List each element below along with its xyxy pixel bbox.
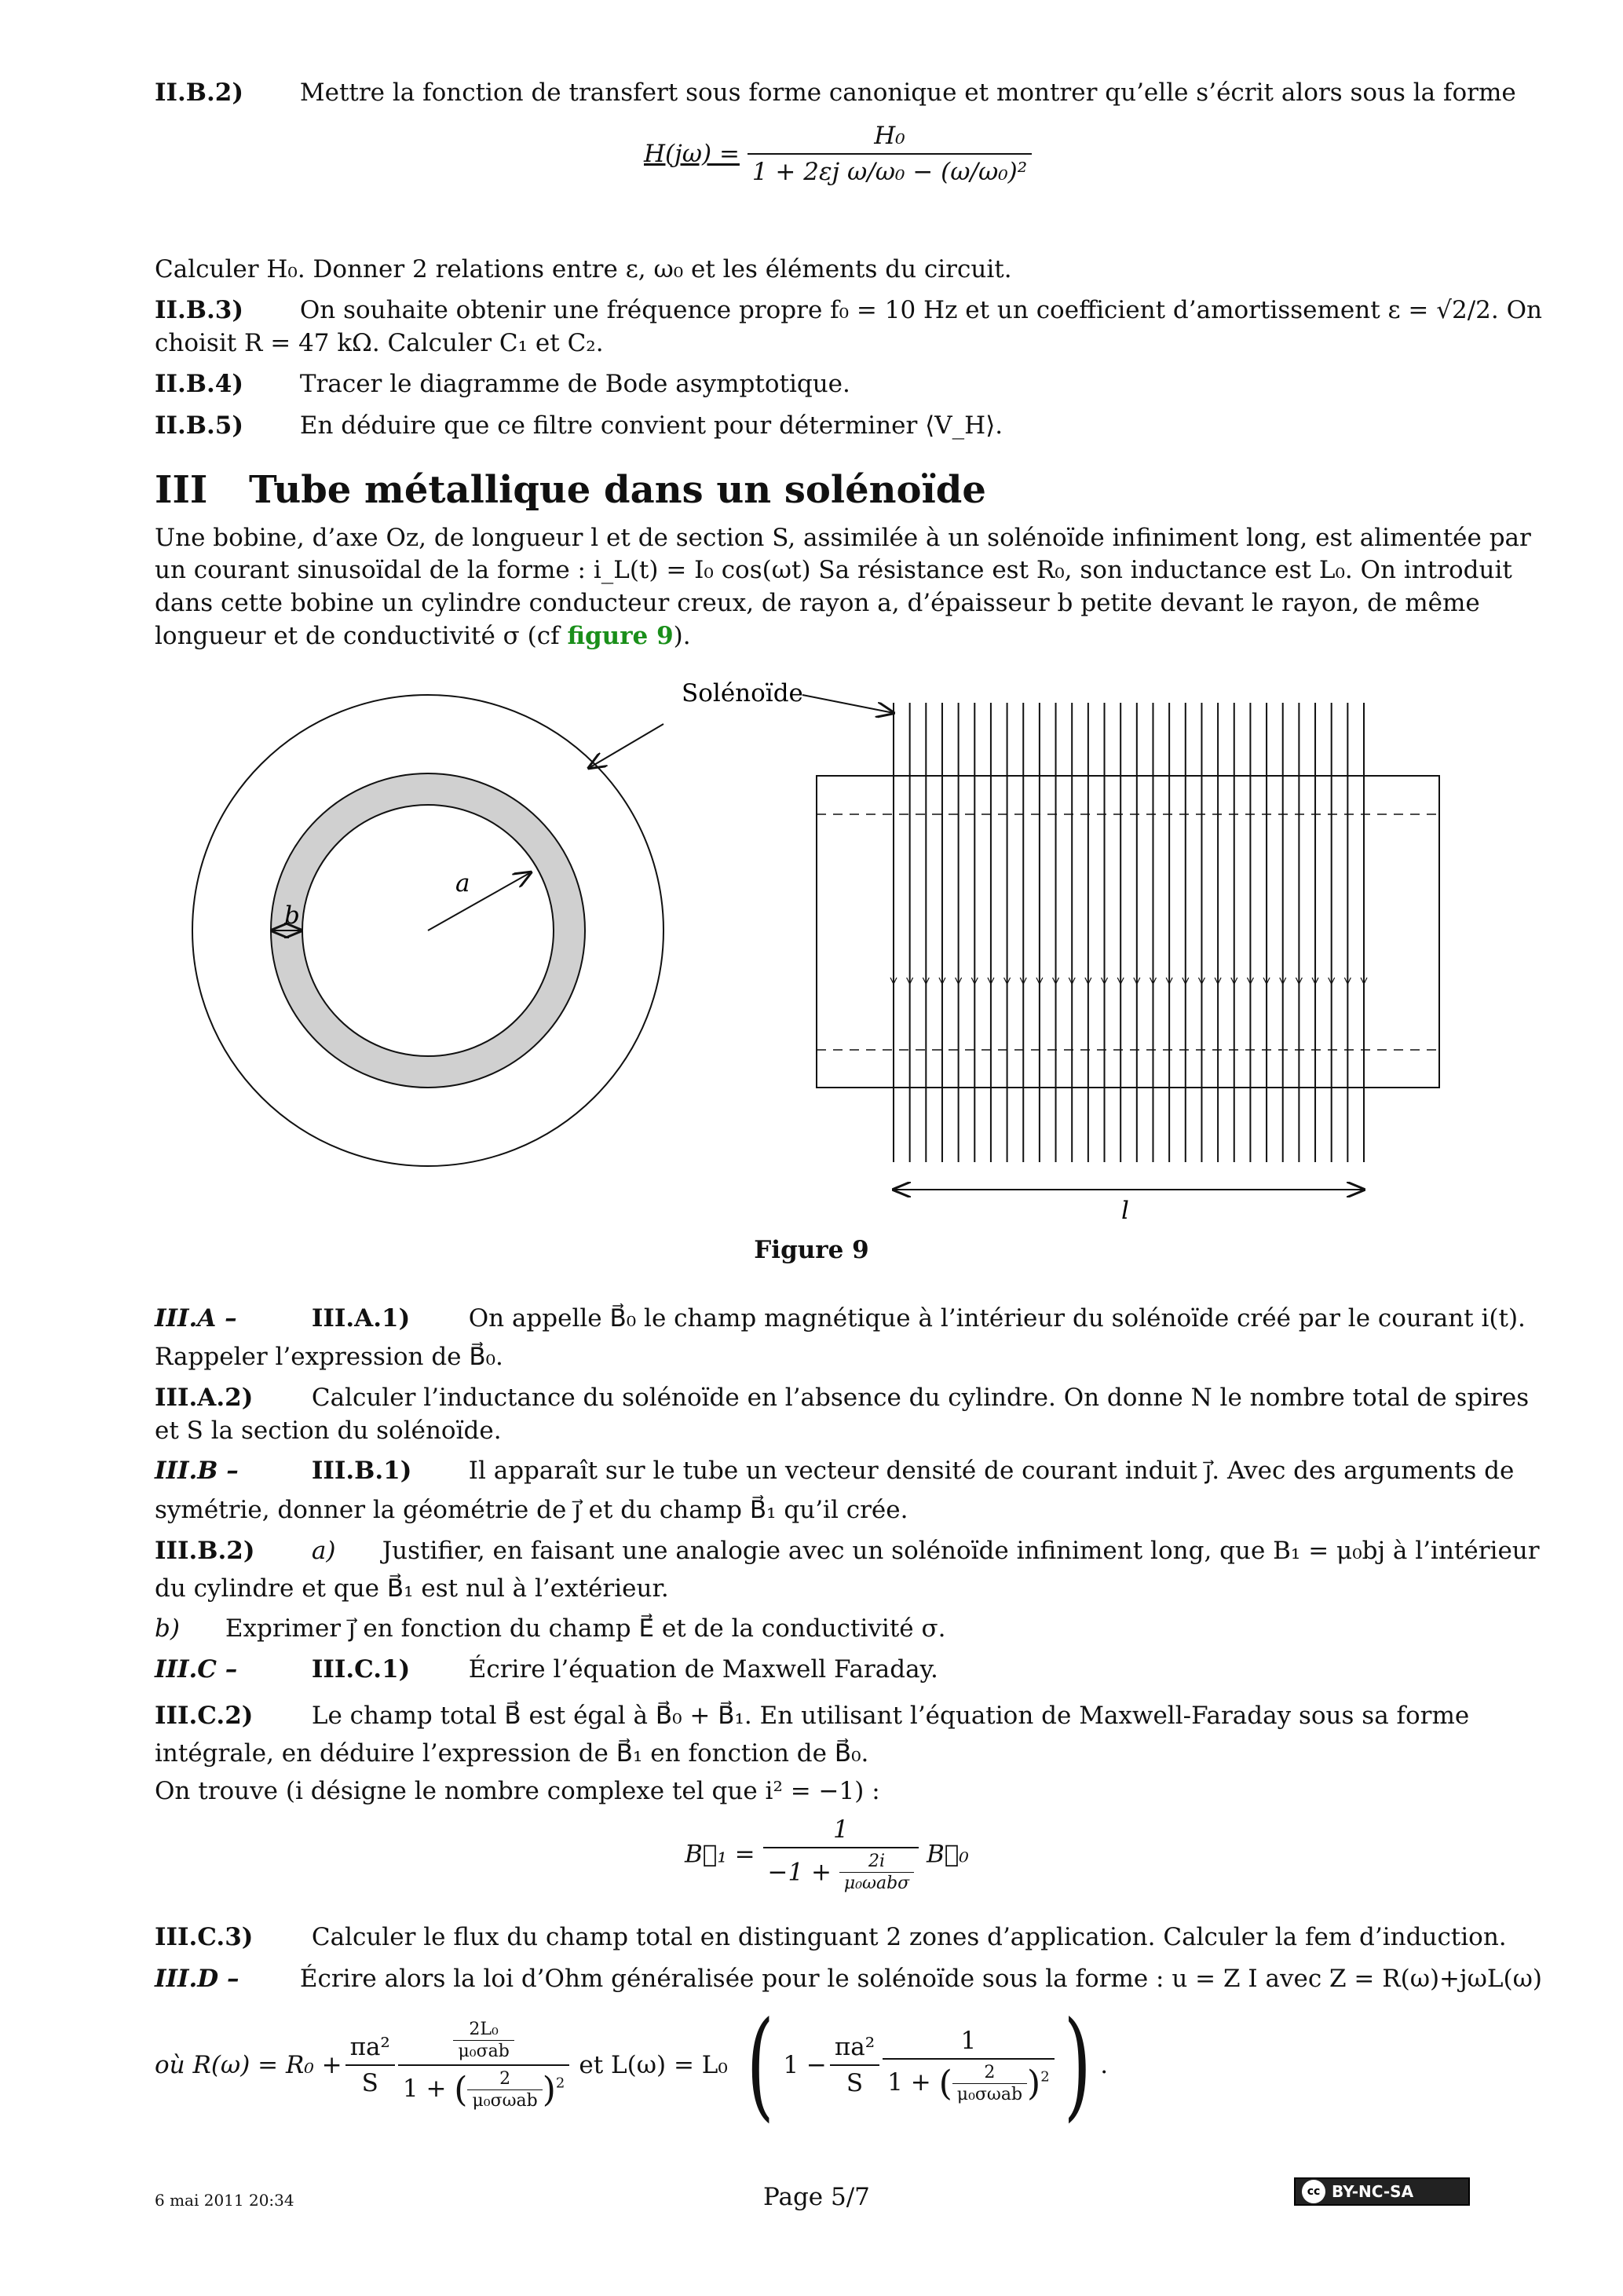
solenoide-arrow-right [802, 695, 894, 713]
big-paren-open: ( [746, 1997, 774, 2133]
label-l: l [1121, 1197, 1129, 1225]
intro-line: dans cette bobine un cylindre conducteur creux, de rayon a, d’épaisseur b petite devant le rayon, de même [155, 589, 1480, 617]
intro-end: ). [673, 622, 691, 650]
question-label: III.B.1) [311, 1457, 412, 1485]
frac-num: 1 [960, 2026, 977, 2055]
question-text: Justifier, en faisant une analogie avec un solénoïde infiniment long, que B₁ = μ₀bj à l’intérieur [382, 1537, 1540, 1565]
question-text-cont: et S la section du solénoïde. [155, 1417, 502, 1445]
frac-num: πa² [834, 2033, 875, 2061]
cc-icon: cc [1302, 2180, 1325, 2203]
equation-numerator: H₀ [874, 122, 905, 150]
license-badge[interactable] [1294, 2177, 1470, 2206]
question-IIIC1 [155, 1654, 1474, 1685]
frac-den: μ₀σωab [467, 2089, 542, 2111]
section-number: III [155, 468, 208, 512]
one-plus: 1 + [887, 2067, 931, 2097]
question-text-cont: On trouve (i désigne le nombre complexe tel que i² = −1) : [155, 1777, 880, 1805]
equation-B1 [685, 1815, 969, 1893]
intro-text: longueur et de conductivité σ (cf [155, 622, 560, 650]
question-IIB3 [155, 294, 1542, 326]
question-IIB4 [155, 368, 1474, 400]
question-IIIC2 [155, 1700, 1474, 1731]
r-num-den: μ₀σab [453, 2040, 514, 2061]
question-IIIA2 [155, 1382, 1530, 1413]
question-text: On souhaite obtenir une fréquence propre f₀ = 10 Hz et un coefficient d’amortissement ε = √2/2. On [299, 296, 1542, 324]
label-b: b [284, 901, 300, 930]
label-solenoide: Solénoïde [682, 679, 803, 707]
side-view [817, 703, 1439, 1225]
eq-end: . [1100, 2051, 1109, 2079]
section-heading [155, 468, 986, 512]
label-a: a [455, 869, 470, 898]
question-text: En déduire que ce filtre convient pour déterminer ⟨V_H⟩. [299, 411, 1003, 440]
question-label: III.A.2) [155, 1384, 254, 1412]
question-label: III.A.1) [311, 1304, 411, 1333]
page-number: Page 5/7 [763, 2183, 870, 2211]
equation-R-L: où R(ω) = R₀ + $\frac{\text{πa²}}{S}$ $\frac{\text{2L₀}}{\text{μ₀σab}}$ 1 + ( $\frac{2}{\text{μ₀σωab}}$ )$^2$ et L(ω) = L₀ ( 1 − $\frac{\text{πa²}}{S}$ 1 1 + ( $\frac{2}{\text{μ₀σωab}}$ )$^2$ ) . [155, 1997, 1109, 2133]
question-text: Calculer l’inductance du solénoïde en l’absence du cylindre. On donne N le nombre total de spires [311, 1384, 1530, 1412]
question-IIIB1 [155, 1455, 1515, 1486]
question-text-cont: Rappeler l’expression de B⃗₀. [155, 1343, 503, 1371]
equation-lhs: B⃗₁ = [685, 1840, 755, 1869]
question-IIB2 [155, 77, 1516, 108]
question-text-cont: choisit R = 47 kΩ. Calculer C₁ et C₂. [155, 329, 604, 357]
equation-denominator [763, 1847, 919, 1893]
one-minus: 1 − [783, 2051, 827, 2079]
question-IIID [155, 1963, 1542, 1994]
part-label: III.A – [155, 1304, 237, 1333]
question-label: III.B.2) [155, 1537, 255, 1565]
part-label: III.D – [155, 1965, 239, 1993]
frac-num: 2 [499, 2069, 511, 2089]
figure-9 [0, 660, 1623, 1256]
question-text: On appelle B⃗₀ le champ magnétique à l’intérieur du solénoïde créé par le courant i(t). [468, 1304, 1526, 1333]
intro-line: un courant sinusoïdal de la forme : i_L(t) = I₀ cos(ωt) Sa résistance est R₀, son inductance est L₀. On introduit [155, 556, 1512, 584]
question-label: III.C.2) [155, 1702, 254, 1730]
sub-label: a) [311, 1537, 336, 1565]
equation-numerator: 1 [832, 1815, 849, 1844]
license-text: BY-NC-SA [1332, 2182, 1414, 2201]
question-text: Calculer le flux du champ total en distinguant 2 zones d’application. Calculer la fem d’induction. [311, 1923, 1507, 1951]
frac-num: 2 [984, 2062, 996, 2082]
part-label: III.B – [155, 1457, 239, 1485]
part-label: III.C – [155, 1655, 238, 1684]
figure-caption: Figure 9 [754, 1236, 869, 1264]
equation-rhs: B⃗₀ [927, 1840, 969, 1869]
equation-transfer-function [644, 122, 1032, 186]
eq-and-L: et L(ω) = L₀ [579, 2051, 728, 2079]
frac-den: μ₀σωab [952, 2083, 1027, 2104]
question-IIIA1 [155, 1303, 1526, 1334]
question-IIIC3 [155, 1921, 1507, 1953]
question-text: Tracer le diagramme de Bode asymptotique. [299, 370, 850, 398]
solenoide-arrow-left [589, 724, 663, 768]
frac-num: πa² [349, 2033, 390, 2061]
question-label: II.B.5) [155, 411, 244, 440]
frac-den: S [830, 2064, 879, 2097]
big-paren-close: ) [1063, 1997, 1091, 2133]
question-label: II.B.4) [155, 370, 244, 398]
den-denominator: μ₀ωabσ [839, 1872, 914, 1893]
instruction-H0: Calculer H₀. Donner 2 relations entre ε, ω₀ et les éléments du circuit. [155, 255, 1012, 283]
question-label: III.C.1) [311, 1655, 411, 1684]
intro-line: Une bobine, d’axe Oz, de longueur l et de section S, assimilée à un solénoïde infiniment long, est alimentée par [155, 524, 1531, 552]
r-num: 2L₀ [469, 2020, 499, 2039]
question-label: II.B.2) [155, 79, 244, 107]
den-numerator: 2i [868, 1852, 886, 1871]
question-text: Exprimer j⃗ en fonction du champ E⃗ et de la conductivité σ. [225, 1614, 946, 1643]
question-IIIB2 [155, 1535, 1540, 1567]
question-IIIB2b [155, 1613, 1474, 1644]
question-text-cont: du cylindre et que B⃗₁ est nul à l’extérieur. [155, 1574, 669, 1603]
section-title: Tube métallique dans un solénoïde [249, 468, 986, 512]
sub-label: b) [155, 1614, 180, 1643]
den-part: −1 + [767, 1858, 832, 1887]
question-text: Le champ total B⃗ est égal à B⃗₀ + B⃗₁. En utilisant l’équation de Maxwell-Faraday sous sa forme [311, 1702, 1470, 1730]
question-label: II.B.3) [155, 296, 244, 324]
question-text-cont: symétrie, donner la géométrie de j⃗ et du champ B⃗₁ qu’il crée. [155, 1496, 908, 1524]
eq-prefix: où R(ω) = R₀ + [155, 2051, 342, 2079]
equation-denominator: 1 + 2εj ω/ω₀ − (ω/ω₀)² [748, 153, 1032, 186]
question-IIB5 [155, 410, 1474, 441]
frac-den: S [345, 2064, 395, 2097]
solenoid-turns [890, 703, 1367, 1162]
figure-link[interactable]: figure 9 [567, 622, 674, 650]
equation-lhs: H(jω) = [644, 140, 740, 168]
question-label: III.C.3) [155, 1923, 254, 1951]
question-text: Écrire alors la loi d’Ohm généralisée pour le solénoïde sous la forme : u = Z I avec Z = R(ω)+jωL(ω) [299, 1965, 1542, 1993]
one-plus: 1 + [402, 2075, 447, 2103]
question-text: Il apparaît sur le tube un vecteur densité de courant induit j⃗. Avec des arguments de [468, 1457, 1515, 1485]
question-text-cont: intégrale, en déduire l’expression de B⃗₁ en fonction de B⃗₀. [155, 1739, 869, 1768]
question-text: Écrire l’équation de Maxwell Faraday. [468, 1655, 938, 1684]
footer-date: 6 mai 2011 20:34 [155, 2191, 294, 2210]
intro-line [155, 620, 1474, 652]
question-text: Mettre la fonction de transfert sous forme canonique et montrer qu’elle s’écrit alors sous la forme [299, 79, 1516, 107]
